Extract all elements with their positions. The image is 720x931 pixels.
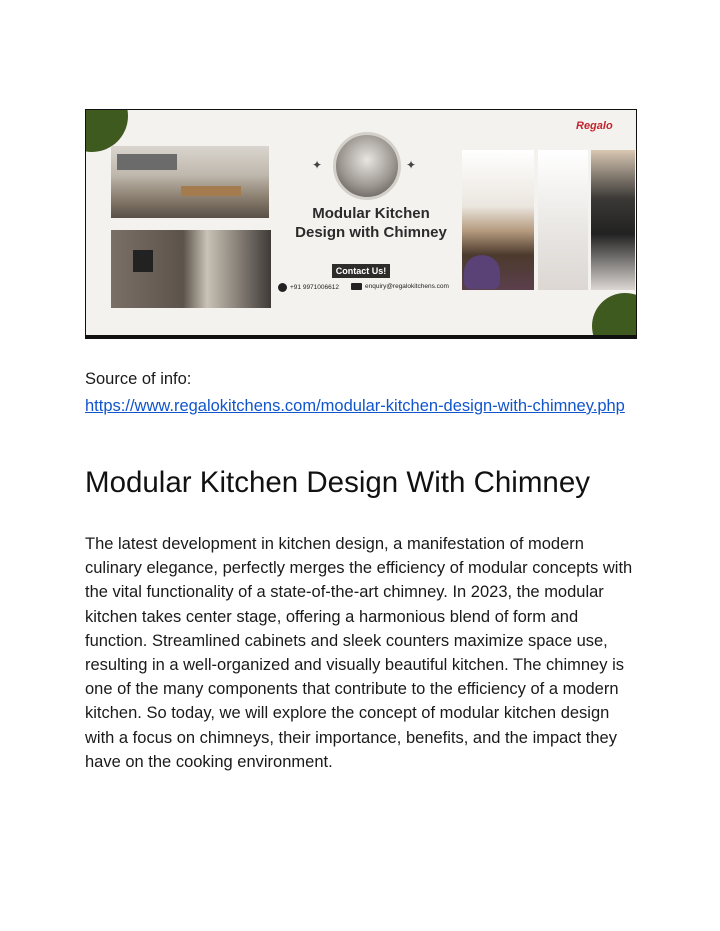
kitchen-photo xyxy=(538,150,588,290)
kitchen-photo xyxy=(111,146,269,218)
decorative-blob xyxy=(592,293,637,339)
kitchen-photo-circle xyxy=(333,132,401,200)
phone-info: +91 9971006612 xyxy=(278,283,339,292)
kitchen-photo xyxy=(591,150,635,290)
article-paragraph: The latest development in kitchen design, a manifestation of modern culinary elegance, perfectly merges the efficiency of modular concepts with the vital functionality of a state-of-the-art chimney. In 2023, the modular kitchen takes center stage, offering a harmonious blend of form and function. Streamlined cabinets and sleek counters maximize space use, resulting in a well-organized and visually beautiful kitchen. The chimney is one of the many components that contribute to the efficiency of a modern kitchen. So today, we will explore the concept of modular kitchen design with a focus on chimneys, their importance, benefits, and the impact they have on the cooking environment. xyxy=(85,535,633,771)
email-info: enquiry@regalokitchens.com xyxy=(351,283,449,290)
article-heading: Modular Kitchen Design With Chimney xyxy=(85,466,590,499)
sparkle-icon: ✦ xyxy=(312,158,323,172)
brand-logo: Regalo xyxy=(576,120,613,132)
chair-graphic xyxy=(464,255,500,289)
source-link[interactable]: https://www.regalokitchens.com/modular-kitchen-design-with-chimney.php xyxy=(85,397,625,415)
contact-badge: Contact Us! xyxy=(332,264,390,278)
source-label: Source of info: xyxy=(85,370,192,388)
kitchen-photo xyxy=(111,230,271,308)
phone-icon xyxy=(278,283,287,292)
sparkle-icon: ✦ xyxy=(406,158,417,172)
banner-image xyxy=(85,109,637,339)
banner-title: Modular Kitchen Design with Chimney xyxy=(295,205,447,241)
envelope-icon xyxy=(351,283,362,290)
